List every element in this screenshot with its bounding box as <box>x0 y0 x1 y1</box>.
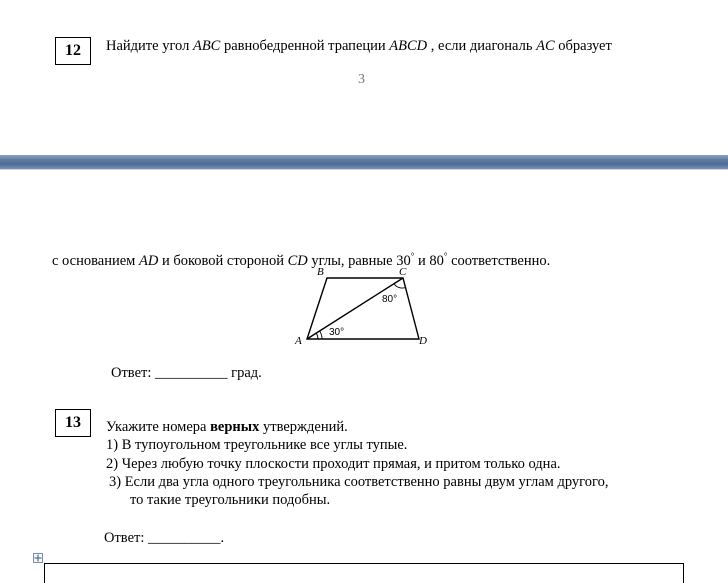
task-13-intro-bold: верных <box>210 419 260 435</box>
vertex-label-c: C <box>399 266 407 278</box>
degree-sign: ° <box>443 251 448 261</box>
degree-sign: ° <box>410 251 415 261</box>
task-12-line-2-part: соответственно. <box>447 252 551 269</box>
statement-3: 3) Если два угла одного треугольника соответственно равны двум углам другого, <box>109 474 609 490</box>
task-12-line-1-part: равнобедренной трапеции <box>220 38 390 54</box>
task-12-number-box <box>55 37 91 65</box>
task-12-line-1-part: , если диагональ <box>427 38 537 54</box>
trapezoid-outline <box>307 278 419 339</box>
task-12-line-1-part: Найдите угол <box>106 38 193 54</box>
label-cd: CD <box>287 252 308 269</box>
task-12-number: 12 <box>65 42 81 59</box>
task-12-line-2-part: с основанием <box>52 252 139 269</box>
task-12-answer: Ответ: __________ град. <box>111 365 262 381</box>
statement-1: 1) В тупоугольном треугольнике все углы тупые. <box>106 437 408 453</box>
task-13-intro-part: утверждений. <box>259 419 348 435</box>
label-abc: ABC <box>192 38 221 54</box>
angle-arc-a-2 <box>320 331 322 339</box>
angle-arc-c <box>394 284 405 288</box>
diagonal-ac <box>307 278 403 339</box>
task-12-line-2-part: и боковой стороной <box>158 252 288 269</box>
task-13-number: 13 <box>65 414 81 431</box>
statement-2: 2) Через любую точку плоскости проходит прямая, и притом только одна. <box>106 456 561 472</box>
angle-label-80: 80° <box>382 294 398 305</box>
label-ac: AC <box>536 38 555 54</box>
move-handle-glyph <box>34 554 42 562</box>
task-13-number-box <box>55 409 91 437</box>
vertex-label-d: D <box>419 335 427 347</box>
label-ad: AD <box>138 252 159 269</box>
move-handle-icon[interactable] <box>33 553 43 563</box>
task-12-line-2-part: углы, равные 30 <box>307 252 411 269</box>
label-abcd: ABCD <box>389 38 428 54</box>
page-break-bar <box>0 155 728 170</box>
angle-arc-a-1 <box>316 333 318 339</box>
trapezoid-diagram <box>290 262 440 352</box>
task-13-intro <box>106 418 348 436</box>
vertex-label-b: B <box>317 266 324 278</box>
table-outline <box>44 563 684 583</box>
task-13-intro-part: Укажите номера <box>106 419 211 435</box>
task-12-line-2-part: и 80 <box>414 252 444 269</box>
task-12-line-1-part: образует <box>554 38 612 54</box>
statement-3-continuation: то такие треугольники подобны. <box>130 492 331 508</box>
task-12-line-1 <box>106 37 612 55</box>
vertex-label-a: A <box>295 335 302 347</box>
angle-label-30: 30° <box>329 327 345 338</box>
page-number: 3 <box>358 72 365 87</box>
task-13-answer: Ответ: __________. <box>104 530 225 546</box>
